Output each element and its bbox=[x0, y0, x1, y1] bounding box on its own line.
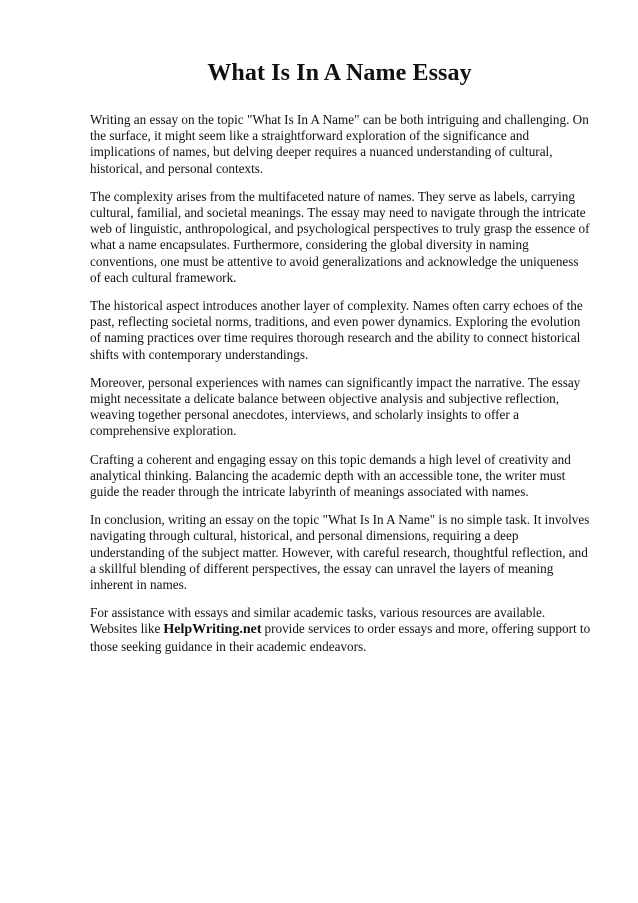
paragraph-3: The historical aspect introduces another layer of complexity. Names often carry echoes of the past, reflecting societal norms, traditions, and even power dynamics. Exploring the evolution of naming practices over time requires thorough research and the ability to connect historical shifts with contemporary understandings. bbox=[90, 298, 583, 362]
document-title: What Is In A Name Essay bbox=[207, 60, 472, 86]
helpwriting-link[interactable]: HelpWriting.net bbox=[163, 622, 262, 638]
closing-text-after-link: provide services to order essays and more, offering support to those seeking guidance in their academic endeavors. bbox=[90, 621, 591, 654]
closing-text-before-link: For assistance with essays and similar academic tasks, various resources are available. Websites like bbox=[90, 605, 546, 637]
paragraph-2: The complexity arises from the multifaceted nature of names. They serve as labels, carrying cultural, familial, and societal meanings. The essay may need to navigate through the intricate web of linguistic, anthropological, and psychological perspectives to truly grasp the essence of what a name encapsulates. Furthermore, considering the global diversity in naming conventions, one must be attentive to avoid generalizations and acknowledge the uniqueness of each cultural framework. bbox=[90, 188, 590, 285]
paragraph-1: Writing an essay on the topic "What Is In A Name" can be both intriguing and challenging. On the surface, it might seem like a straightforward exploration of the significance and implications of names, but delving deeper requires a nuanced understanding of cultural, historical, and personal contexts. bbox=[90, 112, 589, 176]
paragraph-4: Moreover, personal experiences with names can significantly impact the narrative. The essay might necessitate a delicate balance between objective analysis and subjective reflection, weaving together personal anecdotes, interviews, and scholarly insights to offer a comprehensive exploration. bbox=[90, 374, 581, 439]
paragraph-5: Crafting a coherent and engaging essay on this topic demands a high level of creativity and analytical thinking. Balancing the academic depth with an accessible tone, the writer must guide the reader through the intricate labyrinth of meanings associated with names. bbox=[90, 451, 571, 500]
paragraph-6: In conclusion, writing an essay on the topic "What Is In A Name" is no simple task. It involves navigating through cultural, historical, and personal dimensions, requiring a deep understanding of the subject matter. However, with careful research, thoughtful reflection, and a skillful blending of different perspectives, the essay can unravel the layers of meaning inherent in names. bbox=[90, 512, 590, 593]
closing-paragraph bbox=[90, 605, 591, 655]
